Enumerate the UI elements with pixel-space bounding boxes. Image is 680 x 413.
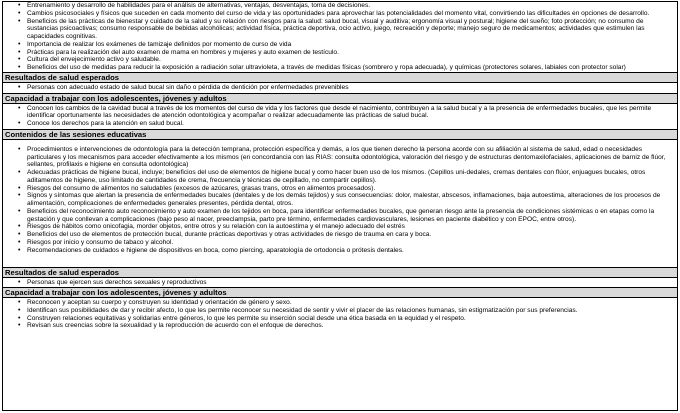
list-item: • Entrenamiento y desarrollo de habilidades para el análisis de alternativas, ventajas, desventajas, toma de decisiones. — [27, 2, 673, 10]
list-item: • Reconocen y aceptan su cuerpo y construyen su identidad y orientación de género y sexo. — [27, 299, 673, 307]
list-item: • Recomendaciones de cuidados e higiene de dispositivos en boca, como piercing, aparatología de ortodoncia o prótesis dentales. — [27, 247, 673, 255]
section-capacity-oral — [3, 94, 677, 130]
list-item: • Procedimientos e intervenciones de odontología para la detección temprana, protección específica y demás, a los que tienen derecho la persona acorde con su afiliación al sistema de salud, edad o necesidades particulares y los mecanismos para acceder efectivamente a los mismos (en concordancia con las RIAS: consulta odontológica, valoración del riesgo y de estructuras dentomaxilofaciales, aplicaciones de barniz de flúor, sellantes, profilaxis e higiene en consulta odontológica) — [27, 146, 673, 169]
section-expected-results-oral — [3, 73, 677, 94]
list-item: • Prácticas para la realización del auto examen de mama en hombres y mujeres y auto examen de testículo. — [27, 49, 673, 57]
section-header: Contenidos de las sesiones educativas — [3, 130, 677, 140]
list-item: • Adecuadas prácticas de higiene bucal, incluye; beneficios del uso de elementos de higiene bucal y como hacer buen uso de los mismos. (Cepillos uni-dedales, cremas dentales con flúor, enjuagues bucales, otros aditamentos de higiene, uso limitado de cantidades de crema, frecuencia y técnicas de cepillado, no compartir cepillos). — [27, 169, 673, 185]
list-item: • Beneficios del reconocimiento auto reconocimiento y auto examen de los tejidos en boca, para identificar enfermedades bucales, que generan riesgo ante la presencia de condiciones sistémicas o en etapas como la gestación y que conllevan a complicaciones (bajo peso al nacer, preeclampsia, parto pre término, enfermedades cardiovasculares, lesiones en paciente diabético y con EPOC, entre otros). — [27, 208, 673, 224]
list-item: • Beneficios de las prácticas de bienestar y cuidado de la salud y su relación con riesgos para la salud: salud bucal, visual y auditiva; ergonomía visual y postural; higiene del sueño; foto protección; no consumo de sustancias psicoactivas; consumo responsable de bebidas alcohólicas; actividad física, práctica deportiva, ocio activo, juego, recreación y deporte; manejo seguro de medicamentos; actividades que estimulen las capacidades cognitivas. — [27, 18, 673, 41]
list-item: • Riesgos del consumo de alimentos no saludables (excesos de azúcares, grasas trans, otros en alimentos procesados). — [27, 185, 673, 193]
section-header: Resultados de salud esperados — [3, 73, 677, 83]
list-item: • Importancia de realizar los exámenes de tamizaje definidos por momento de curso de vida — [27, 41, 673, 49]
section-header: Capacidad a trabajar con los adolescentes, jóvenes y adultos — [3, 94, 677, 104]
section-header: Capacidad a trabajar con los adolescentes, jóvenes y adultos — [3, 288, 677, 298]
list-item: • Identifican sus posibilidades de dar y recibir afecto, lo que les permite reconocer su necesidad de sentir y vivir el placer de las relaciones humanas, sin estigmatización por sus preferencias. — [27, 307, 673, 315]
capacity-list — [3, 298, 677, 330]
list-item: • Beneficios del uso de medidas para reducir la exposición a radiación solar ultravioleta, a través de medidas físicas (sombrero y ropa adecuada), y químicas (protectores solares, labiales con protector solar) — [27, 64, 673, 72]
list-item: • Personas con adecuado estado de salud bucal sin daño o pérdida de dentición por enfermedades prevenibles — [27, 84, 673, 92]
list-item: • Cambios psicosociales y físicos que suceden en cada momento del curso de vida y las oportunidades para aprovechar las potencialidades del momento vital, convirtiendo las dificultades en opciones de desarrollo. — [27, 10, 673, 18]
list-item: • Revisan sus creencias sobre la sexualidad y la reproducción de acuerdo con el enfoque de derechos. — [27, 322, 673, 330]
list-item: • Cultura del envejecimiento activo y saludable. — [27, 56, 673, 64]
section-header: Resultados de salud esperados — [3, 268, 677, 278]
list-item: • Conocen los cambios de la cavidad bucal a través de los momentos del curso de vida y los factores que desde el nacimiento, contribuyen a la salud bucal y a la presencia de enfermedades bucales, que les permite identificar oportunamente las necesidades de atención odontológica y acompañar o realizar adecuadamente las prácticas de salud bucal. — [27, 105, 673, 121]
document-table — [2, 1, 678, 411]
capacity-list — [3, 104, 677, 129]
list-item: • Personas que ejercen sus derechos sexuales y reproductivos — [27, 279, 673, 287]
list-item: • Riesgos por inicio y consumo de tabaco y alcohol. — [27, 239, 673, 247]
list-item: • Beneficios del uso de elementos de protección bucal, durante prácticas deportivas y otras actividades de riesgo de trauma en cara y boca. — [27, 231, 673, 239]
list-item: • Conoce los derechos para la atención en salud bucal. — [27, 120, 673, 128]
results-list — [3, 83, 677, 93]
benefits-list — [3, 2, 677, 72]
section-capacity-sexual — [3, 288, 677, 330]
contents-list — [3, 140, 677, 268]
section-educational-contents — [3, 130, 677, 269]
section-benefits-list — [3, 2, 677, 73]
list-item: • Riesgos de hábitos como onicofagia, morder objetos, entre otros y su relación con la autoestima y el manejo adecuado del estrés — [27, 223, 673, 231]
list-item: • Construyen relaciones equitativas y solidarias entre géneros, lo que les permite su inserción social desde una ética basada en la equidad y el respeto. — [27, 315, 673, 323]
results-list — [3, 278, 677, 287]
list-item: • Signos y síntomas que alertan la presencia de enfermedades bucales (dentales y de los demás tejidos) y sus consecuencias: dolor, malestar, abscesos, inflamaciones, baja autoestima, alteraciones de los procesos de alimentación, complicaciones de enfermedades generales presentes, pérdida dental, otros. — [27, 192, 673, 208]
section-expected-results-sexual — [3, 268, 677, 288]
